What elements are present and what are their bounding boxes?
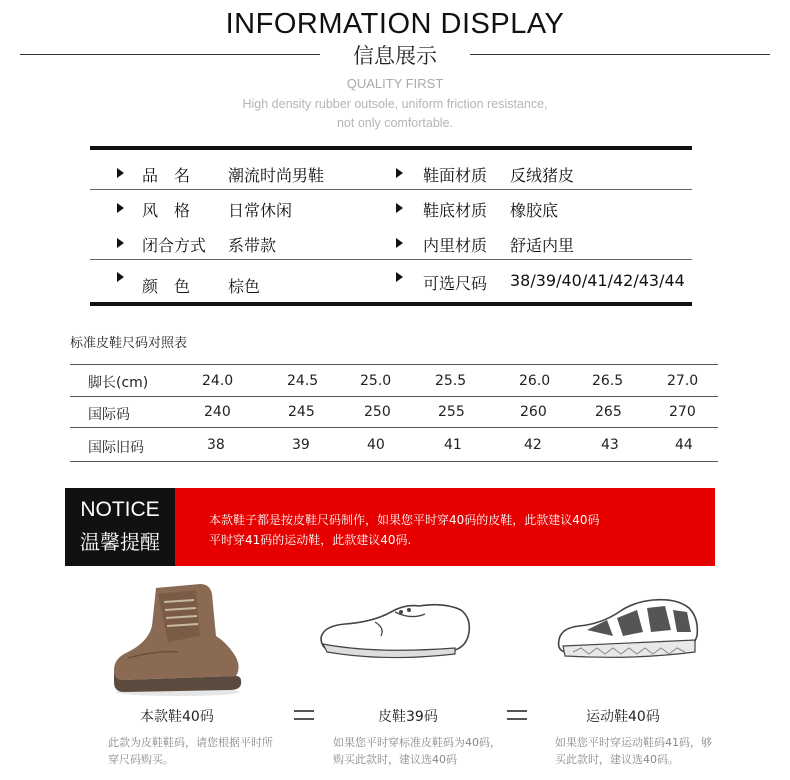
info-label: 鞋面材质 <box>423 166 488 185</box>
table-rule <box>70 364 718 365</box>
info-label: 品 名 <box>142 166 191 185</box>
info-label: 颜 色 <box>142 277 191 296</box>
table-rule <box>70 461 718 462</box>
table-cell: 255 <box>438 404 465 420</box>
row-header: 国际旧码 <box>88 440 144 456</box>
table-cell: 250 <box>364 404 391 420</box>
arrow-icon <box>396 238 403 248</box>
table-cell: 270 <box>669 404 696 420</box>
table-cell: 39 <box>292 437 310 453</box>
shoe-note-line: 买此款时，建议选40码。 <box>555 753 679 766</box>
table-cell: 240 <box>204 404 231 420</box>
table-cell: 40 <box>367 437 385 453</box>
shoe-label: 皮鞋39码 <box>378 709 438 725</box>
table-cell: 41 <box>444 437 462 453</box>
table-rule <box>70 427 718 428</box>
shoe-note <box>108 734 273 768</box>
notice-text <box>209 510 600 550</box>
table-cell: 26.5 <box>592 373 624 389</box>
shoe-note-line: 如果您平时穿标准皮鞋码为40码， <box>333 736 501 749</box>
info-value: 潮流时尚男鞋 <box>228 166 325 185</box>
table-cell: 43 <box>601 437 619 453</box>
info-row <box>90 191 692 225</box>
dress-shoe-icon <box>315 592 475 666</box>
arrow-icon <box>396 272 403 282</box>
arrow-icon <box>396 203 403 213</box>
page-title: INFORMATION DISPLAY <box>225 8 565 40</box>
notice-label-en: NOTICE <box>80 498 160 521</box>
section-subtitle: 信息展示 <box>353 44 437 68</box>
arrow-icon <box>396 168 403 178</box>
info-value: 橡胶底 <box>510 201 559 220</box>
info-label: 鞋底材质 <box>423 201 488 220</box>
info-row <box>90 226 692 260</box>
size-chart-title: 标准皮鞋尺码对照表 <box>70 336 188 351</box>
notice-line-2: 平时穿41码的运动鞋，此款建议40码. <box>209 533 412 547</box>
description-line-2: not only comfortable. <box>336 116 454 130</box>
notice-line-1: 本款鞋子都是按皮鞋尺码制作，如果您平时穿40码的皮鞋，此款建议40码 <box>209 513 600 527</box>
table-cell: 25.5 <box>435 373 467 389</box>
info-label: 风 格 <box>142 201 191 220</box>
brown-boot-icon <box>108 580 248 698</box>
shoe-note <box>555 734 712 768</box>
notice-banner <box>65 488 715 566</box>
table-cell: 24.0 <box>202 373 234 389</box>
shoe-note <box>333 734 501 768</box>
info-value: 舒适内里 <box>510 236 575 255</box>
info-label: 可选尺码 <box>423 274 488 293</box>
notice-badge <box>65 488 175 566</box>
info-value: 反绒猪皮 <box>510 166 575 185</box>
info-value: 棕色 <box>228 277 261 296</box>
info-value: 日常休闲 <box>228 201 293 220</box>
info-row <box>90 156 692 190</box>
table-cell: 265 <box>595 404 622 420</box>
description <box>0 95 790 133</box>
arrow-icon <box>117 168 124 178</box>
info-row <box>90 264 692 298</box>
equals-icon <box>507 710 527 726</box>
info-label: 闭合方式 <box>142 236 207 255</box>
row-header: 国际码 <box>88 407 130 423</box>
quality-tagline: QUALITY FIRST <box>346 76 444 91</box>
table-cell: 245 <box>288 404 315 420</box>
info-label: 内里材质 <box>423 236 488 255</box>
arrow-icon <box>117 203 124 213</box>
table-cell: 42 <box>524 437 542 453</box>
shoe-note-line: 穿尺码购买。 <box>108 753 174 766</box>
arrow-icon <box>117 272 124 282</box>
table-cell: 44 <box>675 437 693 453</box>
table-rule <box>70 396 718 397</box>
equals-icon <box>294 710 314 726</box>
info-value: 系带款 <box>228 236 277 255</box>
table-cell: 25.0 <box>360 373 392 389</box>
table-cell: 38 <box>207 437 225 453</box>
shoe-label: 运动鞋40码 <box>586 709 660 725</box>
arrow-icon <box>117 238 124 248</box>
notice-label-cn: 温馨提醒 <box>80 530 160 554</box>
product-info-table <box>90 146 692 306</box>
info-value: 38/39/40/41/42/43/44 <box>510 271 685 290</box>
shoe-note-line: 此款为皮鞋鞋码，请您根据平时所 <box>108 736 273 749</box>
sneaker-icon <box>553 590 703 670</box>
shoe-note-line: 购买此款时，建议选40码 <box>333 753 457 766</box>
table-cell: 260 <box>520 404 547 420</box>
table-cell: 27.0 <box>667 373 699 389</box>
table-cell: 26.0 <box>519 373 551 389</box>
description-line-1: High density rubber outsole, uniform friction resistance, <box>242 97 548 111</box>
shoe-note-line: 如果您平时穿运动鞋码41码，够 <box>555 736 712 749</box>
shoe-label: 本款鞋40码 <box>140 709 214 725</box>
row-header: 脚长(cm) <box>88 375 149 391</box>
table-cell: 24.5 <box>287 373 319 389</box>
